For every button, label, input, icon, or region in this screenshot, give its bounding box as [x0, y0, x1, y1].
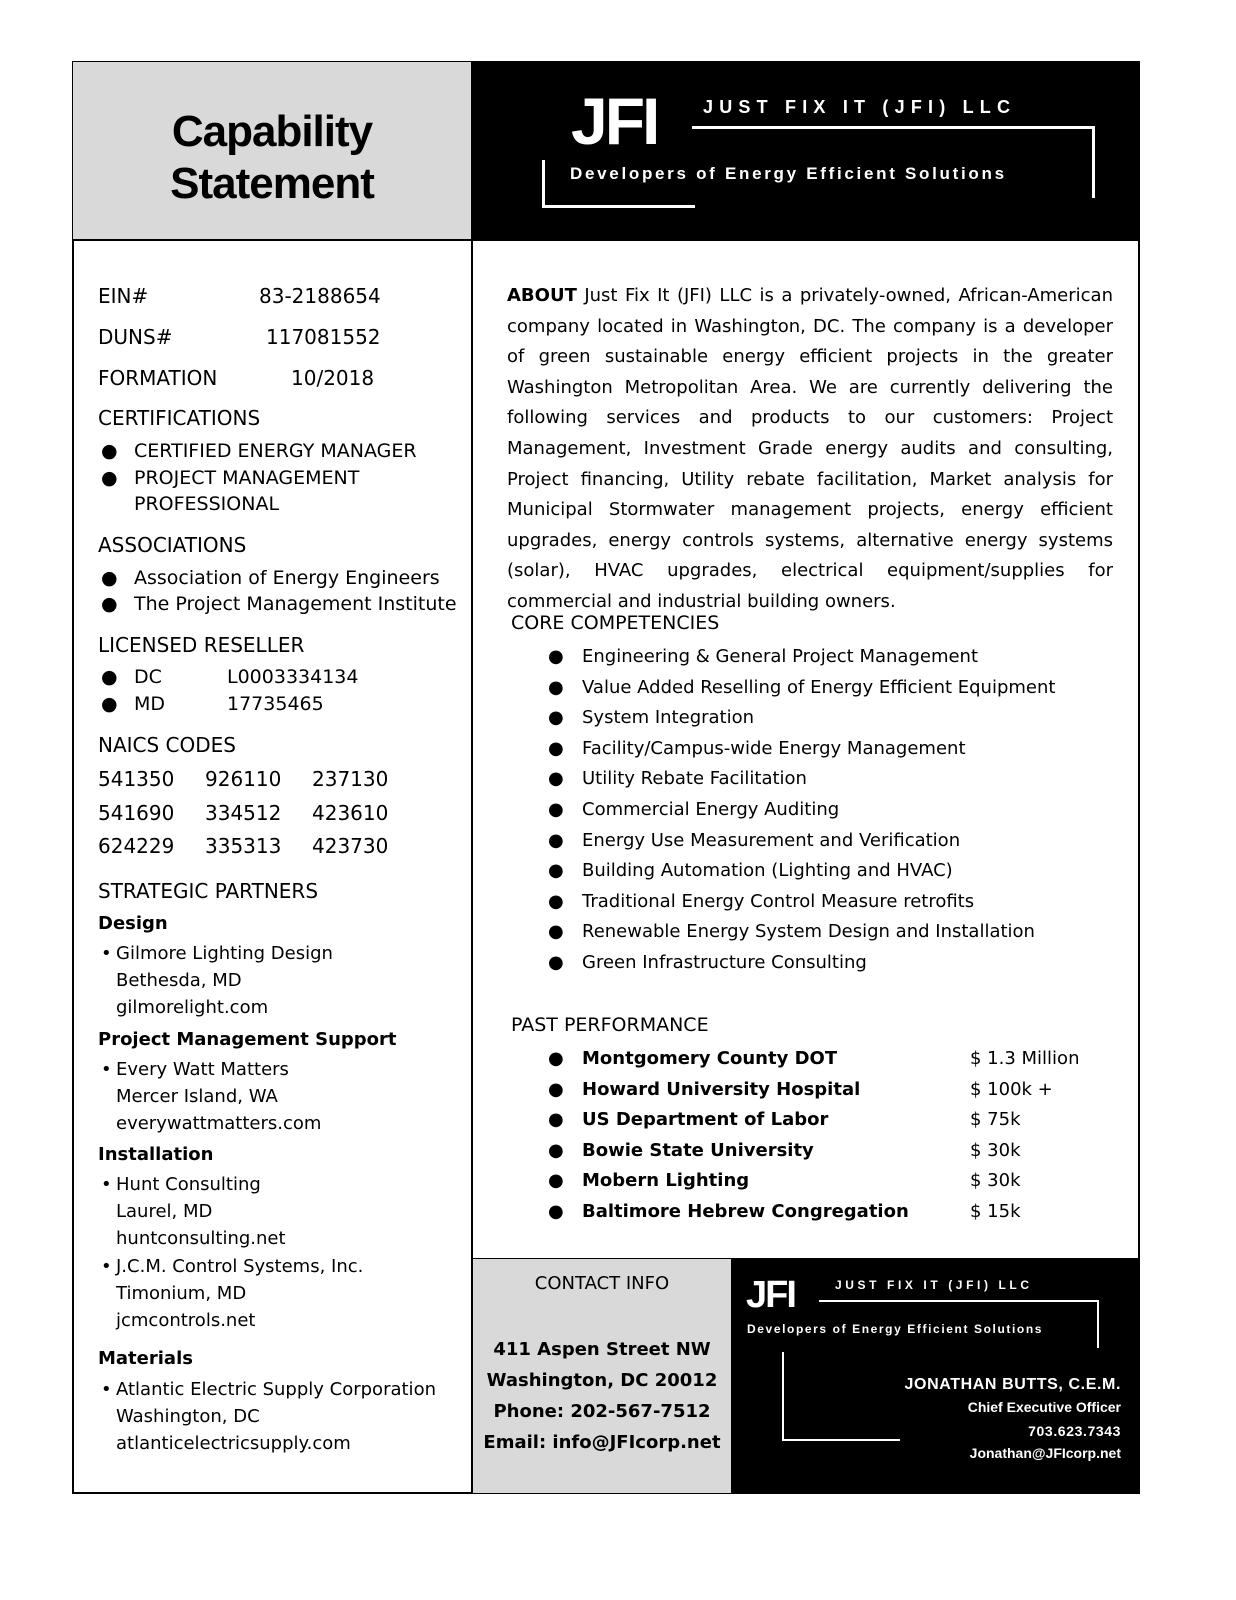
- card-company-name: JUST FIX IT (JFI) LLC: [835, 1278, 1033, 1292]
- competency-label: Energy Use Measurement and Verification: [582, 829, 961, 851]
- bullet-icon: ●: [548, 799, 564, 820]
- naics-code: 335313: [205, 834, 282, 858]
- reseller-state: MD: [134, 693, 166, 715]
- strategic-partners-heading: STRATEGIC PARTNERS: [98, 879, 319, 903]
- partner-name: Gilmore Lighting Design: [116, 943, 333, 964]
- logo-rule-bottom: [542, 205, 695, 208]
- partner-location: Washington, DC: [116, 1406, 260, 1427]
- reseller-state: DC: [134, 666, 162, 688]
- ein-value: 83-2188654: [259, 284, 381, 308]
- naics-code: 624229: [98, 834, 175, 858]
- core-competencies-heading: CORE COMPETENCIES: [511, 612, 720, 634]
- performance-client: Montgomery County DOT: [582, 1048, 838, 1069]
- bullet-icon: ●: [548, 952, 564, 973]
- performance-client: Baltimore Hebrew Congregation: [582, 1201, 909, 1222]
- naics-code: 334512: [205, 801, 282, 825]
- contact-phone[interactable]: Phone: 202-567-7512: [493, 1401, 711, 1422]
- card-person-phone[interactable]: 703.623.7343: [1028, 1423, 1121, 1439]
- partner-name: J.C.M. Control Systems, Inc.: [116, 1256, 364, 1277]
- contact-address-line2: Washington, DC 20012: [486, 1370, 718, 1391]
- bullet-icon: ●: [101, 666, 118, 688]
- bullet-icon: ●: [548, 1109, 564, 1131]
- logo-rule-top: [692, 126, 1095, 129]
- partner-website[interactable]: atlanticelectricsupply.com: [116, 1433, 351, 1454]
- partner-category: Materials: [98, 1348, 193, 1369]
- about-text: Just Fix It (JFI) LLC is a privately-owned, African-American company located in Washington, DC. The company is a developer of green sustainable energy efficient projects in the greater Washington Metropolitan Area. We are currently delivering the following services and products to our customers: Project Management, Investment Grade energy audits and consulting, Project financing, Utility rebate facilitation, Market analysis for Municipal Stormwater management projects, energy efficient upgrades, energy controls systems, alternative energy systems (solar), HVAC upgrades, electrical equipment/supplies for commercial and industrial building owners.: [507, 285, 1113, 612]
- bullet-icon: •: [101, 1256, 112, 1277]
- associations-heading: ASSOCIATIONS: [98, 533, 247, 557]
- bullet-icon: ●: [101, 567, 118, 589]
- bullet-icon: ●: [548, 1170, 564, 1192]
- formation-value: 10/2018: [291, 366, 375, 390]
- reseller-number: L0003334134: [227, 666, 359, 688]
- about-heading: ABOUT: [507, 285, 577, 306]
- contact-email[interactable]: Email: info@JFIcorp.net: [483, 1432, 721, 1453]
- bullet-icon: •: [101, 943, 112, 964]
- card-person-email[interactable]: Jonathan@JFIcorp.net: [969, 1445, 1121, 1461]
- partner-website[interactable]: huntconsulting.net: [116, 1228, 286, 1249]
- company-tagline: Developers of Energy Efficient Solutions: [570, 164, 1007, 183]
- performance-amount: $ 100k +: [970, 1078, 1053, 1100]
- partner-category: Project Management Support: [98, 1029, 397, 1050]
- bullet-icon: •: [101, 1174, 112, 1195]
- bullet-icon: ●: [548, 768, 564, 790]
- contact-address-line1: 411 Aspen Street NW: [493, 1339, 711, 1360]
- partner-name: Every Watt Matters: [116, 1059, 289, 1080]
- naics-heading: NAICS CODES: [98, 733, 236, 757]
- bullet-icon: ●: [548, 1139, 564, 1161]
- bullet-icon: ●: [101, 440, 118, 462]
- competency-label: Facility/Campus-wide Energy Management: [582, 737, 966, 759]
- partner-name: Hunt Consulting: [116, 1174, 261, 1195]
- performance-client: Mobern Lighting: [582, 1170, 750, 1192]
- card-person-title: Chief Executive Officer: [967, 1399, 1121, 1415]
- competency-label: Utility Rebate Facilitation: [582, 768, 807, 790]
- partner-name: Atlantic Electric Supply Corporation: [116, 1379, 436, 1400]
- competency-label: Value Added Reselling of Energy Efficient Equipment: [582, 676, 1056, 698]
- partner-category: Installation: [98, 1144, 214, 1165]
- title-panel: [73, 62, 473, 241]
- card-person-name: JONATHAN BUTTS, C.E.M.: [904, 1376, 1121, 1393]
- bullet-icon: ●: [101, 467, 118, 489]
- contact-heading: CONTACT INFO: [534, 1273, 670, 1294]
- card-rule-left: [782, 1352, 784, 1441]
- partner-location: Timonium, MD: [116, 1283, 247, 1304]
- bullet-icon: ●: [548, 646, 564, 667]
- competency-label: Traditional Energy Control Measure retrofits: [582, 890, 975, 912]
- partner-website[interactable]: everywattmatters.com: [116, 1113, 322, 1134]
- competency-label: System Integration: [582, 707, 755, 729]
- naics-code: 541690: [98, 801, 175, 825]
- bullet-icon: ●: [548, 707, 564, 729]
- title-line-2: Statement: [170, 159, 374, 208]
- competency-label: Engineering & General Project Management: [582, 646, 979, 667]
- competency-label: Renewable Energy System Design and Installation: [582, 921, 1035, 943]
- bullet-icon: ●: [548, 921, 564, 943]
- performance-client: US Department of Labor: [582, 1109, 829, 1131]
- performance-amount: $ 30k: [970, 1139, 1021, 1161]
- competency-label: Building Automation (Lighting and HVAC): [582, 860, 953, 882]
- partner-website[interactable]: jcmcontrols.net: [116, 1310, 256, 1331]
- title-line-1: Capability: [171, 107, 373, 156]
- reseller-number: 17735465: [227, 693, 324, 715]
- duns-value: 117081552: [266, 325, 381, 349]
- company-name: JUST FIX IT (JFI) LLC: [703, 97, 1017, 117]
- bullet-icon: ●: [548, 829, 564, 851]
- page-title: [73, 106, 471, 210]
- performance-amount: $ 15k: [970, 1201, 1021, 1222]
- partner-website[interactable]: gilmorelight.com: [116, 997, 269, 1018]
- partner-location: Laurel, MD: [116, 1201, 213, 1222]
- bullet-icon: ●: [548, 860, 564, 882]
- performance-amount: $ 1.3 Million: [970, 1048, 1080, 1069]
- performance-amount: $ 30k: [970, 1170, 1021, 1192]
- bullet-icon: •: [101, 1379, 112, 1400]
- bullet-icon: ●: [548, 676, 564, 698]
- licensed-reseller-heading: LICENSED RESELLER: [98, 633, 305, 657]
- bullet-icon: ●: [548, 890, 564, 912]
- about-section: [507, 281, 1113, 618]
- card-rule-right: [1097, 1300, 1099, 1348]
- logo-banner: [473, 62, 1139, 241]
- bullet-icon: ●: [548, 1048, 564, 1069]
- competency-label: Green Infrastructure Consulting: [582, 952, 867, 973]
- naics-code: 423610: [312, 801, 389, 825]
- performance-client: Howard University Hospital: [582, 1078, 861, 1100]
- partner-category: Design: [98, 913, 168, 934]
- bullet-icon: ●: [101, 593, 118, 615]
- performance-amount: $ 75k: [970, 1109, 1021, 1131]
- bullet-icon: ●: [548, 737, 564, 759]
- card-tagline: Developers of Energy Efficient Solutions: [747, 1322, 1044, 1336]
- naics-code: 926110: [205, 767, 282, 791]
- naics-code: 423730: [312, 834, 389, 858]
- past-performance-heading: PAST PERFORMANCE: [511, 1014, 709, 1036]
- bullet-icon: •: [101, 1059, 112, 1080]
- naics-code: 237130: [312, 767, 389, 791]
- logo-rule-right: [1092, 126, 1095, 198]
- duns-label: DUNS#: [98, 325, 173, 349]
- card-logo-mark: JFI: [746, 1274, 795, 1316]
- bullet-icon: ●: [101, 693, 118, 715]
- partner-location: Bethesda, MD: [116, 970, 242, 991]
- formation-label: FORMATION: [98, 366, 218, 390]
- naics-code: 541350: [98, 767, 175, 791]
- certifications-heading: CERTIFICATIONS: [98, 406, 261, 430]
- logo-rule-left: [542, 160, 545, 208]
- ein-label: EIN#: [98, 284, 149, 308]
- competency-label: Commercial Energy Auditing: [582, 799, 840, 820]
- bullet-icon: ●: [548, 1201, 564, 1222]
- partner-location: Mercer Island, WA: [116, 1086, 278, 1107]
- bullet-icon: ●: [548, 1078, 564, 1100]
- logo-mark: JFI: [571, 84, 658, 158]
- card-rule-top: [819, 1300, 1099, 1302]
- business-card: [731, 1259, 1139, 1493]
- performance-client: Bowie State University: [582, 1139, 814, 1161]
- card-rule-bottom: [782, 1439, 900, 1441]
